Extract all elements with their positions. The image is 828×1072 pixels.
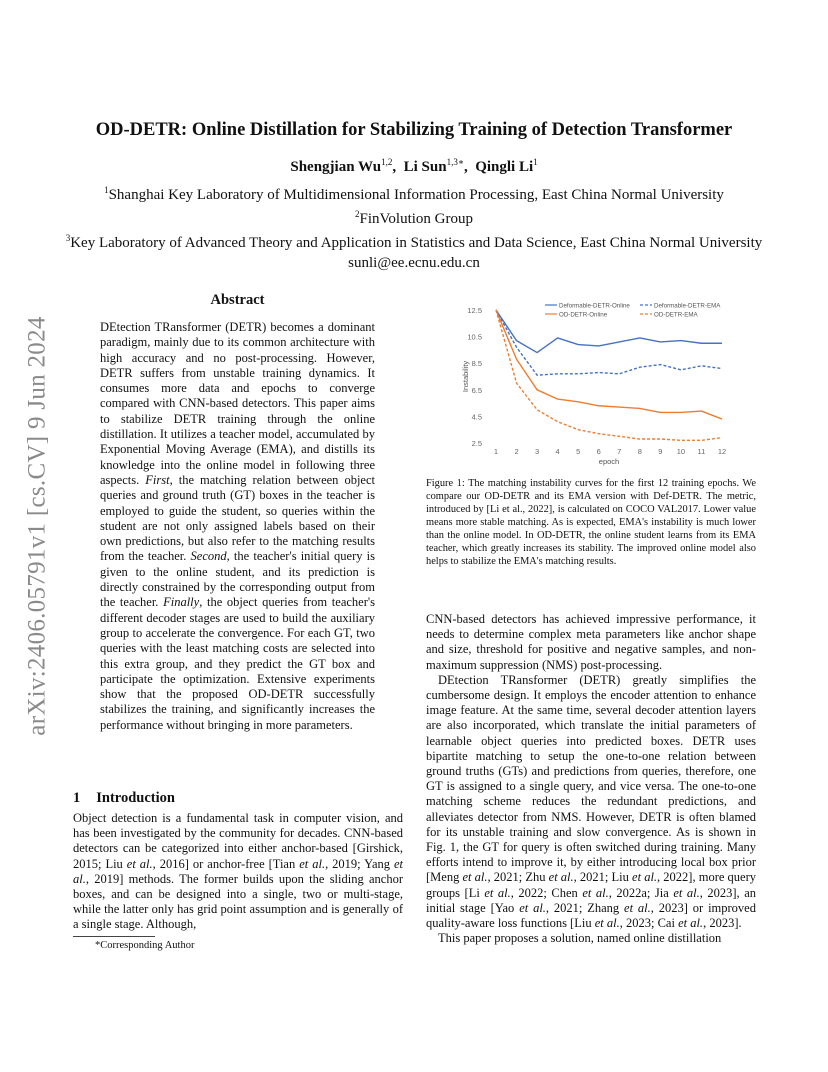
x-tick-label: 12 [717,447,727,456]
legend-label: Deformable-DETR-Online [559,302,630,310]
y-tick-label: 4.5 [471,412,482,422]
author-name: Shengjian Wu [290,159,382,175]
author-list: Shengjian Wu$^{1,2}$, Li Sun$^{1,3∗}$, Qingli Li$^1$ [290,157,538,175]
paper-title: OD-DETR: Online Distillation for Stabilizing Training of Detection Transformer [95,120,733,140]
x-tick-label: 6 [596,447,601,456]
x-tick-label: 4 [555,447,560,456]
italic-text: et al. [594,916,620,931]
x-tick-label: 10 [676,447,686,456]
affiliation-2 [60,205,768,229]
figure-1-chart [440,298,740,468]
series-line [496,310,722,375]
paper-header [60,118,768,273]
paragraph: DEtection TRansformer (DETR) greatly simplifies the cumbersome design. It employs the encoder attention to enhance image feature. At the same time, several decoder attention layers are also incorporated, which translate the initial parameters of learnable object queries into predicted boxes. DETR uses bipartite matching to setup the one-to-one relation between ground truths (GTs) and predictions from queries, therefore, one GT is assigned to a single query, and vice versa. The one-to-one matching scheme reduces the redundant predictions, and alleviates detector from NMS. However, DETR is often blamed for its unstable training and slow convergence. As is shown in Fig. 1, the GT for query is often switched during training. Many efforts intend to improve it, by either introducing local box prior [Meng et al., 2021; Zhu et al., 2021; Liu et al., 2022], more query groups [Li et al., 2022; Chen et al., 2022a; Jia et al., 2023], an initial stage [Yao et al., 2021; Zhang et al., 2023] or improved quality-aware loss functions [Liu et al., 2023; Cai et al., 2023]. [426,672,757,931]
introduction-body: Object detection is a fundamental task in computer vision, and has been investigated by the community for decades. CNN-based detectors can be categorized into either anchor-based [Girshick, 2015; Liu et al., 2016] or anchor-free [Tian et al., 2019; Yang et al., 2019] methods. The former builds upon the sliding anchor boxes, and can be designed into a single, two or multi-stage, while the latter only has grid point assumption and is generally of a single stage. Although, [73,811,403,932]
affiliation-1 [60,181,768,205]
x-tick-label: 11 [697,447,706,456]
legend-label: Deformable-DETR-EMA [654,302,721,310]
italic-text: Second [190,549,227,564]
arxiv-stamp-text: arXiv:2406.05791v1 [cs.CV] 9 Jun 2024 [24,316,51,736]
author-name: Li Sun [403,159,447,175]
y-tick-label: 10.5 [467,332,482,342]
italic-text: et al. [484,885,511,900]
y-tick-label: 8.5 [471,359,482,369]
italic-text: Finally [163,595,200,610]
italic-text: et al. [548,870,574,885]
x-tick-label: 7 [617,447,622,456]
legend-label: OD-DETR-Online [559,311,608,319]
affiliation-text: Shanghai Key Laboratory of Multidimensional Information Processing, East China Normal University [108,187,724,203]
legend-label: OD-DETR-EMA [654,311,698,319]
y-axis-label: Instability [461,360,470,393]
italic-text: et al. [582,885,609,900]
italic-text: et al. [73,856,403,886]
affiliation-text: FinVolution Group [359,211,473,227]
affiliation-sup: 2 [355,209,360,219]
footnote-rule [73,936,155,937]
author-sup: 1,3∗ [446,157,464,167]
section-title: Introduction [96,790,175,806]
y-tick-label: 12.5 [467,306,482,315]
paragraph: This paper proposes a solution, named online distillation [438,931,722,946]
italic-text: et al. [678,916,704,931]
author-name: Qingli Li [475,159,534,175]
affiliation-text: Key Laboratory of Advanced Theory and Application in Statistics and Data Science, East China Normal University [70,235,763,251]
x-tick-label: 3 [535,447,540,456]
x-tick-label: 1 [493,447,499,456]
x-tick-label: 8 [637,447,642,456]
italic-text: et al. [462,870,488,885]
instability-line-chart [440,298,740,468]
affiliation-sup: 1 [104,185,109,195]
italic-text: et al. [299,856,326,871]
section-number: 1 [73,790,81,806]
y-tick-label: 6.5 [471,385,482,395]
affiliation-sup: 3 [65,233,71,243]
arxiv-stamp [18,296,58,756]
author-sup: 1,2 [381,157,393,167]
x-tick-label: 2 [514,447,519,456]
right-column-body [426,612,756,946]
x-tick-label: 9 [658,447,663,456]
abstract-body: DEtection TRansformer (DETR) becomes a dominant paradigm, mainly due to its common architecture with high accuracy and no post-processing. However, DETR suffers from unstable training dynamics. It consumes more data and epochs to converge compared with CNN-based detectors. This paper aims to stabilize DETR training through the online distillation. It utilizes a teacher model, accumulated by Exponential Moving Average (EMA), and distills its knowledge into the online model in following three aspects. First, the matching relation between object queries and ground truth (GT) boxes in the teacher is employed to guide the student, so queries within the student are not only assigned labels based on their own predictions, but also refer to the matching results from the teacher. Second, the teacher's initial query is given to the online student, and its prediction is directly constrained by the corresponding output from the teacher. Finally, the object queries from teacher's different decoder stages are used to build the auxiliary group to accelerate the convergence. For each GT, two queries with the least matching costs are selected into this extra group, and they predict the GT box and participate the optimization. Extensive experiments show that the proposed OD-DETR successfully stabilizes the training, and significantly increases the performance without bringing in more parameters. [100,320,375,732]
y-tick-label: 2.5 [471,439,482,448]
italic-text: et al. [632,870,658,885]
italic-text: First [145,472,170,487]
abstract-heading: Abstract [210,292,265,308]
footnote: *Corresponding Author [95,940,195,951]
series-line [496,310,722,419]
x-tick-label: 5 [576,447,581,456]
series-line [496,310,722,440]
affiliation-3 [60,229,768,253]
email-address[interactable]: sunli@ee.ecnu.edu.cn [348,255,480,271]
italic-text: et al. [126,856,153,871]
x-axis-label: epoch [598,457,620,466]
italic-text: et al. [624,900,651,915]
italic-text: et al. [673,885,700,900]
italic-text: et al. [519,900,546,915]
section-heading-introduction [73,790,175,807]
author-sup: 1 [533,157,538,167]
figure-1-caption: Figure 1: The matching instability curves for the first 12 training epochs. We compare our OD-DETR and its EMA version with Def-DETR. The metric, introduced by [Li et al., 2022], is calculated on COCO VAL2017. Lower value means more stable matching. As is expected, EMA's instability is much lower than the online model. In OD-DETR, the online student learns from its EMA teacher, which greatly increases its stability. The improved online model also helps to stabilize the EMA's matching results. [426,478,756,567]
paragraph: CNN-based detectors has achieved impressive performance, it needs to determine complex meta parameters like anchor shape and size, threshold for positive and negative samples, and non-maximum suppression (NMS) post-processing. [426,612,756,672]
